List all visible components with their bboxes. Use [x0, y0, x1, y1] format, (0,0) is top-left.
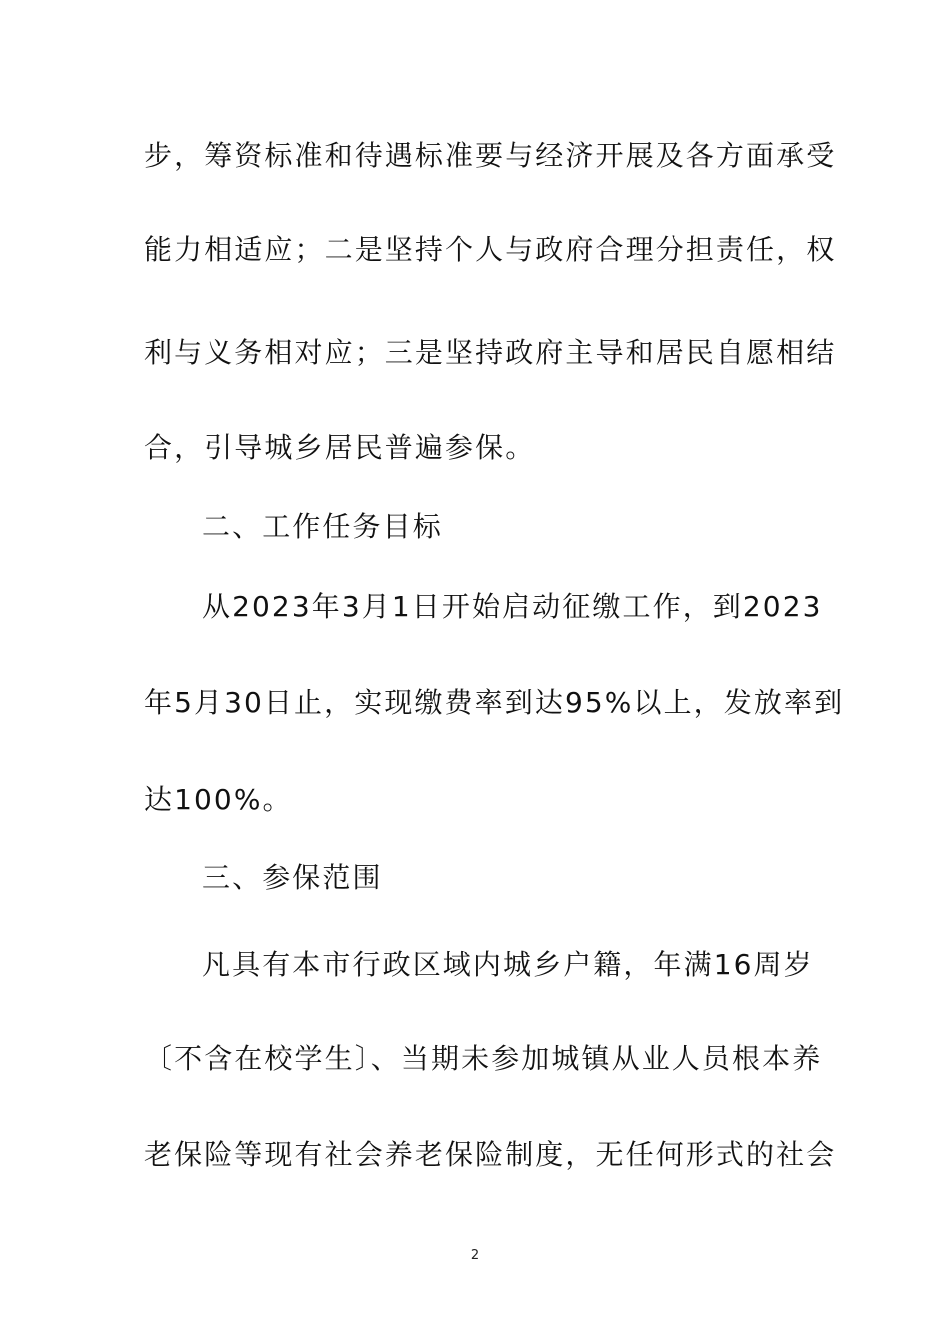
body-text-line: 从2023年3月1日开始启动征缴工作，到2023 [202, 590, 823, 623]
body-text-line: 老保险等现有社会养老保险制度，无任何形式的社会 [144, 1138, 837, 1171]
section-heading: 二、工作任务目标 [202, 510, 443, 543]
body-text-line: 达100%。 [144, 783, 293, 816]
body-text-line: 合，引导城乡居民普遍参保。 [144, 431, 536, 464]
body-text-line: 年5月30日止，实现缴费率到达95%以上，发放率到 [144, 686, 845, 719]
body-text-line: 能力相适应；二是坚持个人与政府合理分担责任，权 [144, 233, 837, 266]
body-text-line: 〔不含在校学生〕、当期未参加城镇从业人员根本养 [144, 1042, 823, 1075]
section-heading: 三、参保范围 [202, 861, 383, 894]
body-text-line: 利与义务相对应；三是坚持政府主导和居民自愿相结 [144, 336, 837, 369]
body-text-line: 步，筹资标准和待遇标准要与经济开展及各方面承受 [144, 139, 837, 172]
page-number: 2 [470, 1248, 480, 1263]
body-text-line: 凡具有本市行政区域内城乡户籍，年满16周岁 [202, 948, 814, 981]
